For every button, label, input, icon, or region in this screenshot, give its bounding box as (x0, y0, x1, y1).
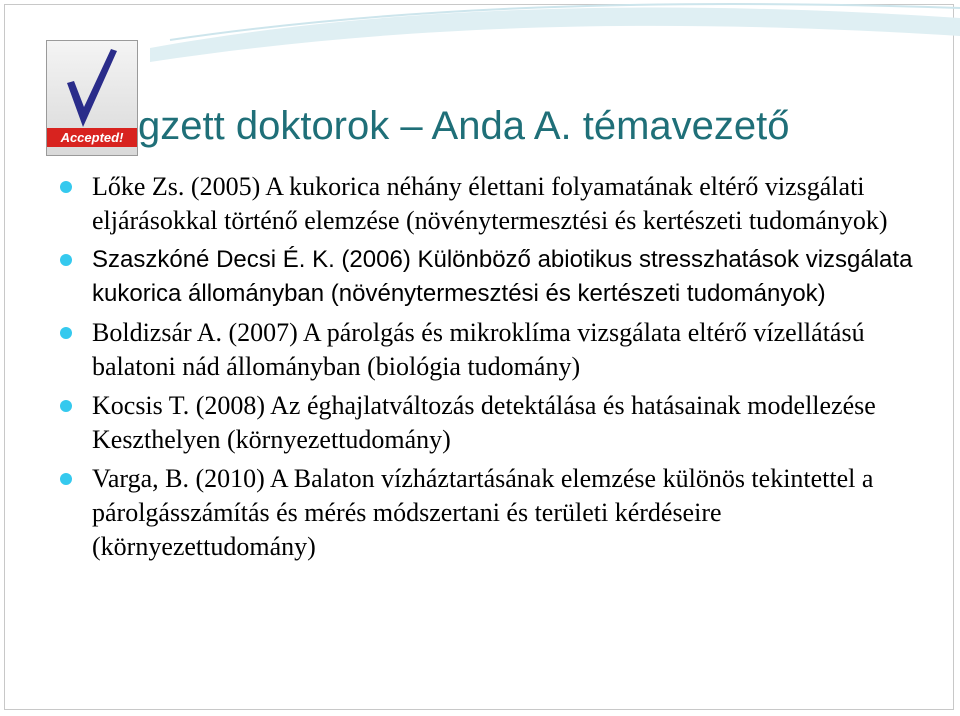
supervised-theses-list (60, 170, 920, 569)
list-item (60, 170, 920, 238)
list-item-text: Varga, B. (2010) A Balaton vízháztartásának elemzése különös tekintettel a párolgásszámítás és mérés módszertani és területi kérdéseire (környezettudomány) (92, 464, 874, 561)
list-item (60, 462, 920, 564)
list-item (60, 243, 920, 311)
accepted-label: Accepted! (47, 128, 137, 147)
bullet-icon (60, 400, 72, 412)
bullet-icon (60, 181, 72, 193)
bullet-icon (60, 254, 72, 266)
accepted-logo (46, 40, 138, 156)
bullet-icon (60, 473, 72, 485)
list-item (60, 389, 920, 457)
page-title: gzett doktorok – Anda A. témavezető (138, 104, 790, 148)
list-item-text: Boldizsár A. (2007) A párolgás és mikroklíma vizsgálata eltérő vízellátású balatoni nád állományban (biológia tudomány) (92, 318, 865, 381)
list-item-text: Szaszkóné Decsi É. K. (2006) Különböző abiotikus stresszhatások vizsgálata kukorica állományban (növénytermesztési és kertészeti tudományok) (92, 246, 913, 307)
list-item (60, 316, 920, 384)
list-item-text: Lőke Zs. (2005) A kukorica néhány élettani folyamatának eltérő vizsgálati eljárásokkal történő elemzése (növénytermesztési és kertészeti tudományok) (92, 172, 888, 235)
bullet-icon (60, 327, 72, 339)
swoosh-band (150, 8, 960, 62)
list-item-text: Kocsis T. (2008) Az éghajlatváltozás detektálása és hatásainak modellezése Keszthelyen (környezettudomány) (92, 391, 876, 454)
